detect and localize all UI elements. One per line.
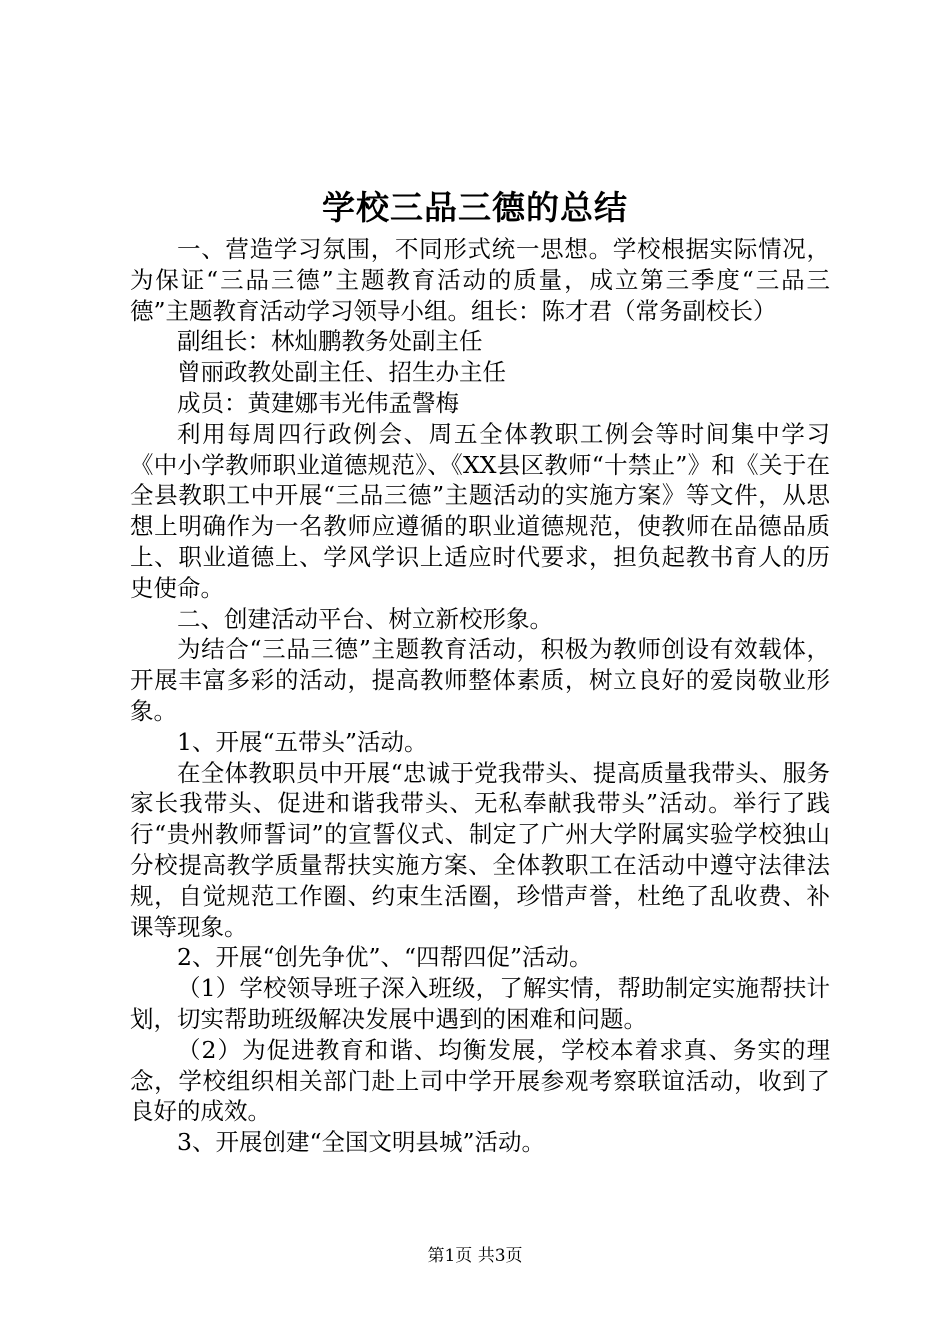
document-title: 学校三品三德的总结: [322, 188, 628, 227]
paragraph-4: 成员：黄建娜韦光伟孟謦梅: [177, 388, 459, 417]
paragraph-6: 二、创建活动平台、树立新校形象。: [177, 604, 553, 633]
paragraph-5: 利用每周四行政例会、周五全体教职工例会等时间集中学习《中小学教师职业道德规范》、《XX县区教师“十禁止”》和《关于在全县教职工中开展“三品三德”主题活动的实施方案》等文件，从思想上明确作为一名教师应遵循的职业道德规范，使教师在品德品质上、职业道德上、学风学识上适应时代要求，担负起教书育人的历史使命。: [130, 419, 830, 602]
paragraph-10: 2、开展“创先争优”、“四帮四促”活动。: [177, 943, 593, 972]
paragraph-1: 一、营造学习氛围，不同形式统一思想。学校根据实际情况，为保证“三品三德”主题教育活动的质量，成立第三季度“三品三德”主题教育活动学习领导小组。组长：陈才君（常务副校长）: [130, 235, 830, 325]
paragraph-2: 副组长：林灿鹏教务处副主任: [177, 327, 483, 356]
document-body: [130, 234, 830, 1158]
paragraph-11: （1）学校领导班子深入班级，了解实情，帮助制定实施帮扶计划，切实帮助班级解决发展中遇到的困难和问题。: [130, 974, 830, 1033]
paragraph-7: 为结合“三品三德”主题教育活动，积极为教师创设有效载体，开展丰富多彩的活动，提高教师整体素质，树立良好的爱岗敬业形象。: [130, 635, 830, 725]
paragraph-9: 在全体教职员中开展“忠诚于党我带头、提高质量我带头、服务家长我带头、促进和谐我带头、无私奉献我带头”活动。举行了践行“贵州教师誓词”的宣誓仪式、制定了广州大学附属实验学校独山分校提高教学质量帮扶实施方案、全体教职工在活动中遵守法律法规，自觉规范工作圈、约束生活圈，珍惜声誉，杜绝了乱收费、补课等现象。: [130, 758, 830, 941]
page-footer: 第1页 共3页: [427, 1246, 523, 1266]
paragraph-12: （2）为促进教育和谐、均衡发展，学校本着求真、务实的理念，学校组织相关部门赴上司中学开展参观考察联谊活动，收到了良好的成效。: [130, 1035, 830, 1126]
paragraph-8: 1、开展“五带头”活动。: [177, 727, 428, 756]
paragraph-13: 3、开展创建“全国文明县城”活动。: [177, 1128, 545, 1157]
paragraph-3: 曾丽政教处副主任、招生办主任: [177, 358, 506, 387]
